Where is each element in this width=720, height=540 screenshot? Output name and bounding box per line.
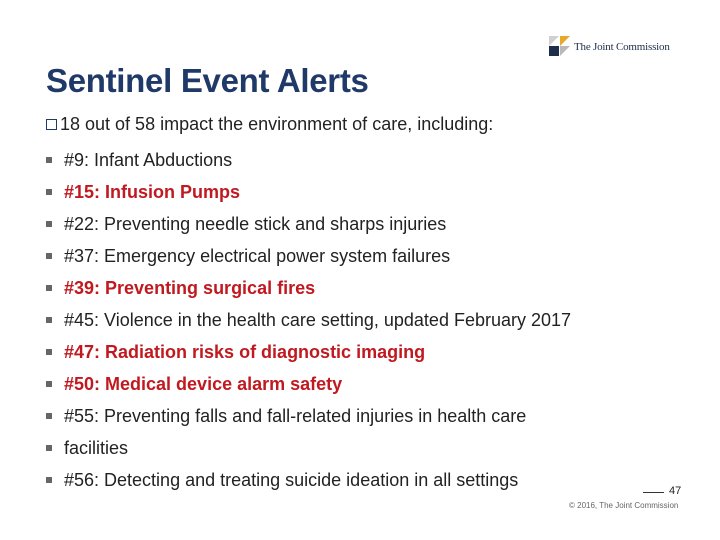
alert-list — [46, 144, 571, 496]
list-item — [46, 432, 571, 464]
list-item — [46, 208, 571, 240]
list-item-text: #37: Emergency electrical power system failures — [64, 245, 451, 266]
square-bullet-icon — [46, 381, 52, 387]
copyright-text: © 2016, The Joint Commission — [569, 501, 679, 510]
footer-divider — [643, 492, 664, 493]
list-item-text: #50: Medical device alarm safety — [64, 373, 343, 394]
intro-line — [46, 114, 493, 135]
list-item-text: facilities — [64, 437, 129, 458]
checkbox-bullet-icon — [46, 119, 57, 130]
list-item — [46, 400, 571, 432]
list-item — [46, 176, 571, 208]
square-bullet-icon — [46, 221, 52, 227]
square-bullet-icon — [46, 477, 52, 483]
list-item — [46, 304, 571, 336]
square-bullet-icon — [46, 317, 52, 323]
square-bullet-icon — [46, 285, 52, 291]
list-item — [46, 336, 571, 368]
list-item — [46, 144, 571, 176]
joint-commission-logo — [549, 36, 670, 58]
list-item — [46, 368, 571, 400]
slide-title: Sentinel Event Alerts — [46, 62, 369, 99]
joint-commission-logo-icon — [549, 36, 571, 58]
page-number: 47 — [669, 485, 682, 497]
list-item-text: #9: Infant Abductions — [64, 149, 233, 170]
square-bullet-icon — [46, 189, 52, 195]
list-item-text: #39: Preventing surgical fires — [64, 277, 316, 298]
list-item-text: #45: Violence in the health care setting, updated February 2017 — [64, 309, 572, 330]
list-item — [46, 240, 571, 272]
square-bullet-icon — [46, 445, 52, 451]
list-item-text: #55: Preventing falls and fall-related injuries in health care — [64, 405, 527, 426]
intro-text: 18 out of 58 impact the environment of care, including: — [60, 114, 494, 134]
list-item-text: #56: Detecting and treating suicide ideation in all settings — [64, 469, 519, 490]
square-bullet-icon — [46, 349, 52, 355]
list-item-text: #15: Infusion Pumps — [64, 181, 241, 202]
list-item — [46, 464, 571, 496]
logo-text: The Joint Commission — [574, 41, 670, 53]
square-bullet-icon — [46, 413, 52, 419]
list-item-text: #47: Radiation risks of diagnostic imaging — [64, 341, 426, 362]
list-item-text: #22: Preventing needle stick and sharps injuries — [64, 213, 447, 234]
square-bullet-icon — [46, 157, 52, 163]
square-bullet-icon — [46, 253, 52, 259]
list-item — [46, 272, 571, 304]
